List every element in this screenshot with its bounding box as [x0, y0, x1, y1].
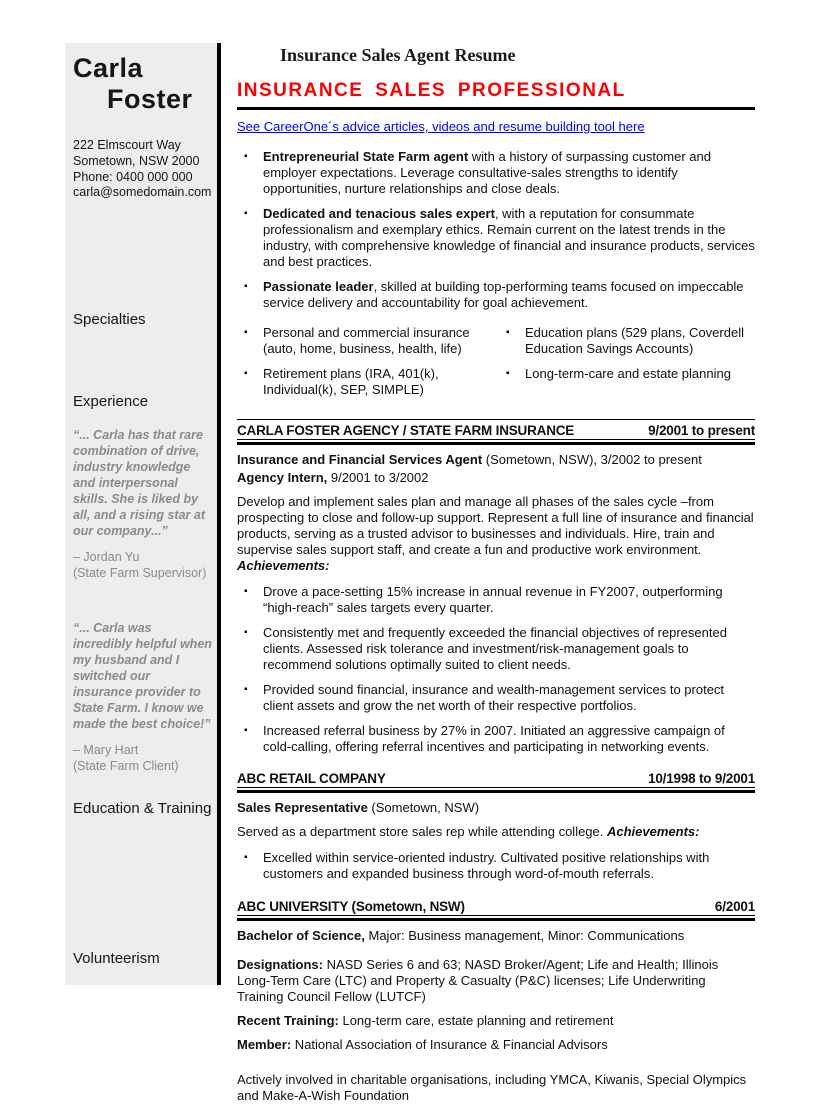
job-role-line: Insurance and Financial Services Agent (Sometown, NSW), 3/2002 to present — [237, 452, 702, 467]
school-name: ABC UNIVERSITY (Sometown, NSW) — [237, 899, 465, 914]
achievements-list — [237, 584, 755, 755]
job-heading — [237, 771, 755, 793]
job-role-line: Agency Intern, 9/2001 to 3/2002 — [237, 470, 429, 485]
summary-bullet-text: , skilled at building top-performing teams focused on impeccable service delivery and accountability for goal achievement. — [263, 279, 744, 310]
specialty-item: ▪ Long-term-care and estate planning — [499, 366, 755, 382]
summary-bullet-text: with a history of surpassing customer and employer expectations. Leverage consultative-sales strengths to identify opportunities, nurture relationships and close deals. — [263, 149, 711, 196]
job-description: Served as a department store sales rep while attending college. Achievements: — [237, 824, 700, 839]
summary-bullet-lead: Passionate leader — [263, 279, 374, 294]
testimonial-quote: “... Carla has that rare combination of drive, industry knowledge and interpersonal skills. She is liked by all, and a rising star at our company...” — [73, 428, 205, 538]
achievements-list — [237, 850, 755, 882]
careerone-link[interactable]: See CareerOne´s advice articles, videos and resume building tool here — [237, 119, 645, 134]
candidate-last-name: Foster — [107, 84, 193, 115]
headline: INSURANCE SALES PROFESSIONAL — [237, 80, 626, 101]
sidebar-label-experience: Experience — [73, 393, 149, 410]
job-section-abc-retail — [237, 771, 755, 882]
designations-line: Designations: NASD Series 6 and 63; NASD Broker/Agent; Life and Health; Illinois Long-Term Care (LTC) and Property & Casualty (P&C) licenses; Life Underwriting Training Council Fellow (LUTCF) — [237, 957, 719, 1004]
job-dates: 10/1998 to 9/2001 — [648, 771, 755, 786]
testimonial-quote: “... Carla was incredibly helpful when my husband and I switched our insurance provider to State Farm. I know we made the best choice!” — [73, 621, 212, 731]
education-section — [237, 899, 755, 1053]
job-heading — [237, 419, 755, 445]
email-line: carla@somedomain.com — [73, 185, 212, 200]
job-section-state-farm — [237, 419, 755, 755]
candidate-first-name: Carla — [73, 53, 144, 83]
specialties-column-2 — [499, 325, 755, 407]
company-name: ABC RETAIL COMPANY — [237, 771, 386, 786]
achievement-item: ▪ Increased referral business by 27% in 2007. Initiated an aggressive campaign of cold-calling, offering referral incentives and participating in networking events. — [237, 723, 755, 755]
job-dates: 9/2001 to present — [648, 423, 755, 438]
testimonial-jordan-yu — [73, 427, 212, 582]
achievement-item: ▪ Drove a pace-setting 15% increase in annual revenue in FY2007, outperforming “high-reach” sales targets every quarter. — [237, 584, 755, 616]
achievement-item: ▪ Provided sound financial, insurance and wealth-management services to protect client assets and grow the net worth of their respective portfolios. — [237, 682, 755, 714]
headline-rule — [237, 107, 755, 110]
sidebar-label-volunteerism: Volunteerism — [73, 950, 160, 967]
job-description: Develop and implement sales plan and manage all phases of the sales cycle –from prospecting to close and follow-up support. Represent a full line of insurance and financial products, serving as a trusted advisor to businesses and individuals. Hire, train and supervise sales support staff, and create a fun and productive work environment. Achievements: — [237, 494, 754, 573]
summary-bullet — [237, 279, 755, 311]
education-dates: 6/2001 — [714, 899, 755, 914]
summary-bullet-lead: Dedicated and tenacious sales expert — [263, 206, 495, 221]
job-role-line: Sales Representative (Sometown, NSW) — [237, 800, 480, 815]
sidebar-label-education: Education & Training — [73, 800, 212, 817]
sidebar — [65, 43, 217, 985]
recent-training-line: Recent Training: Long-term care, estate planning and retirement — [237, 1013, 614, 1028]
volunteerism-text: Actively involved in charitable organisations, including YMCA, Kiwanis, Special Olympics and Make-A-Wish Foundation — [237, 1072, 747, 1103]
achievement-item: ▪ Excelled within service-oriented industry. Cultivated positive relationships with customers and expanded business through word-of-mouth referrals. — [237, 850, 755, 882]
achievement-item: ▪ Consistently met and frequently exceeded the financial objectives of represented clients. Assessed risk tolerance and investment/risk-management goals to recommend solutions optimally suited to client needs. — [237, 625, 755, 673]
vertical-divider — [217, 43, 221, 985]
candidate-name — [73, 53, 212, 116]
testimonial-role: (State Farm Client) — [73, 759, 179, 774]
summary-bullet-text: , with a reputation for consummate professionalism and exemplary ethics. Remain current on the latest trends in the industry, with comprehensive knowledge of financial and insurance products, services and best practices. — [263, 206, 755, 269]
main-content — [237, 45, 755, 1104]
contact-block — [73, 138, 212, 201]
specialties-section — [237, 325, 755, 407]
sidebar-label-specialties: Specialties — [73, 311, 146, 328]
degree-line: Bachelor of Science, Major: Business management, Minor: Communications — [237, 928, 685, 943]
specialty-item: ▪ Education plans (529 plans, Coverdell Education Savings Accounts) — [499, 325, 755, 357]
phone-line: Phone: 0400 000 000 — [73, 169, 193, 184]
address-line-1: 222 Elmscourt Way — [73, 138, 181, 152]
testimonial-role: (State Farm Supervisor) — [73, 566, 207, 581]
achievements-label: Achievements: — [607, 824, 700, 839]
achievements-label: Achievements: — [237, 558, 330, 573]
summary-bullet — [237, 206, 755, 270]
testimonial-attribution: – Mary Hart — [73, 743, 139, 757]
summary-section — [237, 149, 755, 311]
testimonial-attribution: – Jordan Yu — [73, 550, 140, 564]
document-title: Insurance Sales Agent Resume — [280, 45, 516, 65]
specialty-item: ▪ Retirement plans (IRA, 401(k), Individual(k), SEP, SIMPLE) — [237, 366, 499, 398]
specialties-column-1 — [237, 325, 499, 407]
company-name: CARLA FOSTER AGENCY / STATE FARM INSURANCE — [237, 423, 575, 438]
address-line-2: Sometown, NSW 2000 — [73, 153, 200, 168]
member-line: Member: National Association of Insurance & Financial Advisors — [237, 1037, 608, 1052]
summary-bullet-lead: Entrepreneurial State Farm agent — [263, 149, 469, 164]
education-heading — [237, 899, 755, 921]
testimonial-mary-hart — [73, 620, 212, 775]
summary-bullet — [237, 149, 755, 197]
specialty-item: ▪ Personal and commercial insurance (auto, home, business, health, life) — [237, 325, 499, 357]
